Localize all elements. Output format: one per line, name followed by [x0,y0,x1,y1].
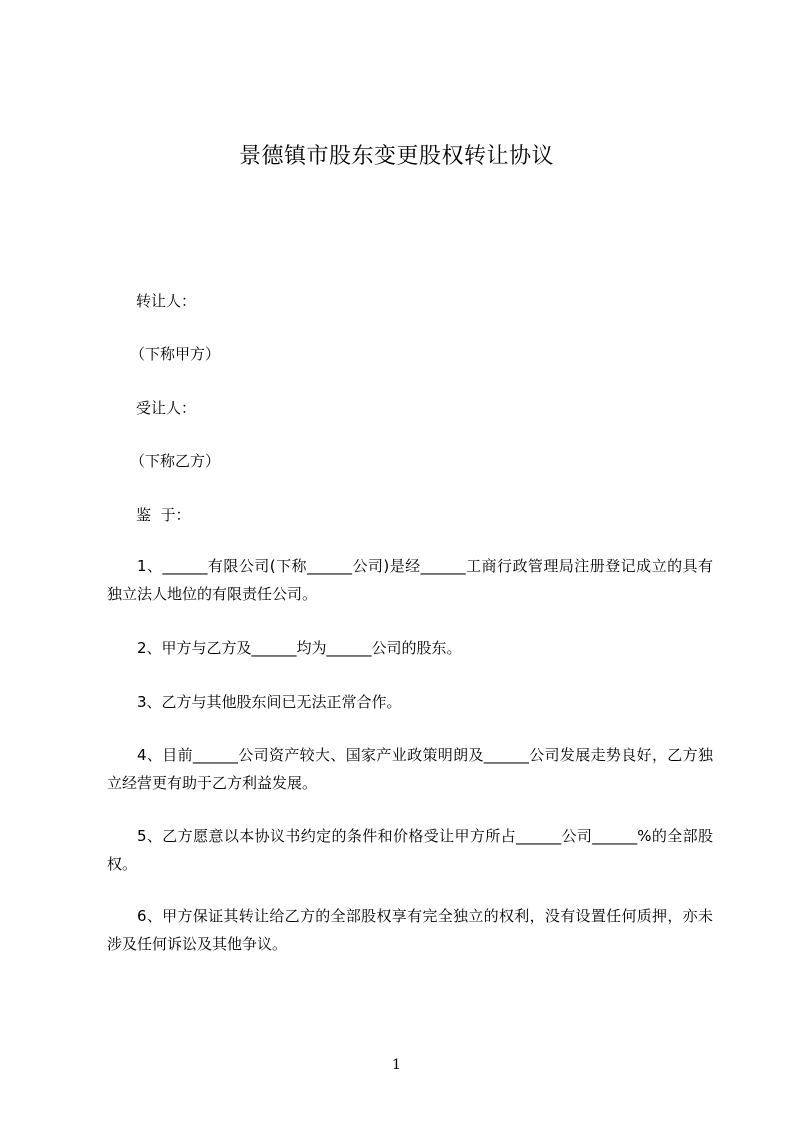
clause-5: 5、乙方愿意以本协议书约定的条件和价格受让甲方所占______公司______%的全部股权。 [107,827,713,873]
document-title: 景德镇市股东变更股权转让协议 [238,144,554,169]
page-number: 1 [392,1057,401,1073]
transferor-label: 转让人： [136,292,197,310]
transferee-alias: （下称乙方） [130,452,221,470]
clause-4: 4、目前______公司资产较大、国家产业政策明朗及______公司发展走势良好，乙方独立经营更有助于乙方利益发展。 [107,746,713,792]
clause-6: 6、甲方保证其转让给乙方的全部股权享有完全独立的权利，没有设置任何质押，亦未涉及任何诉讼及其他争议。 [107,907,713,953]
transferor-alias: （下称甲方） [130,345,221,363]
clause-3: 3、乙方与其他股东间已无法正常合作。 [137,693,402,711]
whereas-heading: 鉴 于： [136,506,191,524]
clause-1: 1、______有限公司(下称______公司)是经______工商行政管理局注册登记成立的具有独立法人地位的有限责任公司。 [107,557,713,603]
clause-2: 2、甲方与乙方及______均为______公司的股东。 [137,639,462,657]
transferee-label: 受让人： [136,399,197,417]
